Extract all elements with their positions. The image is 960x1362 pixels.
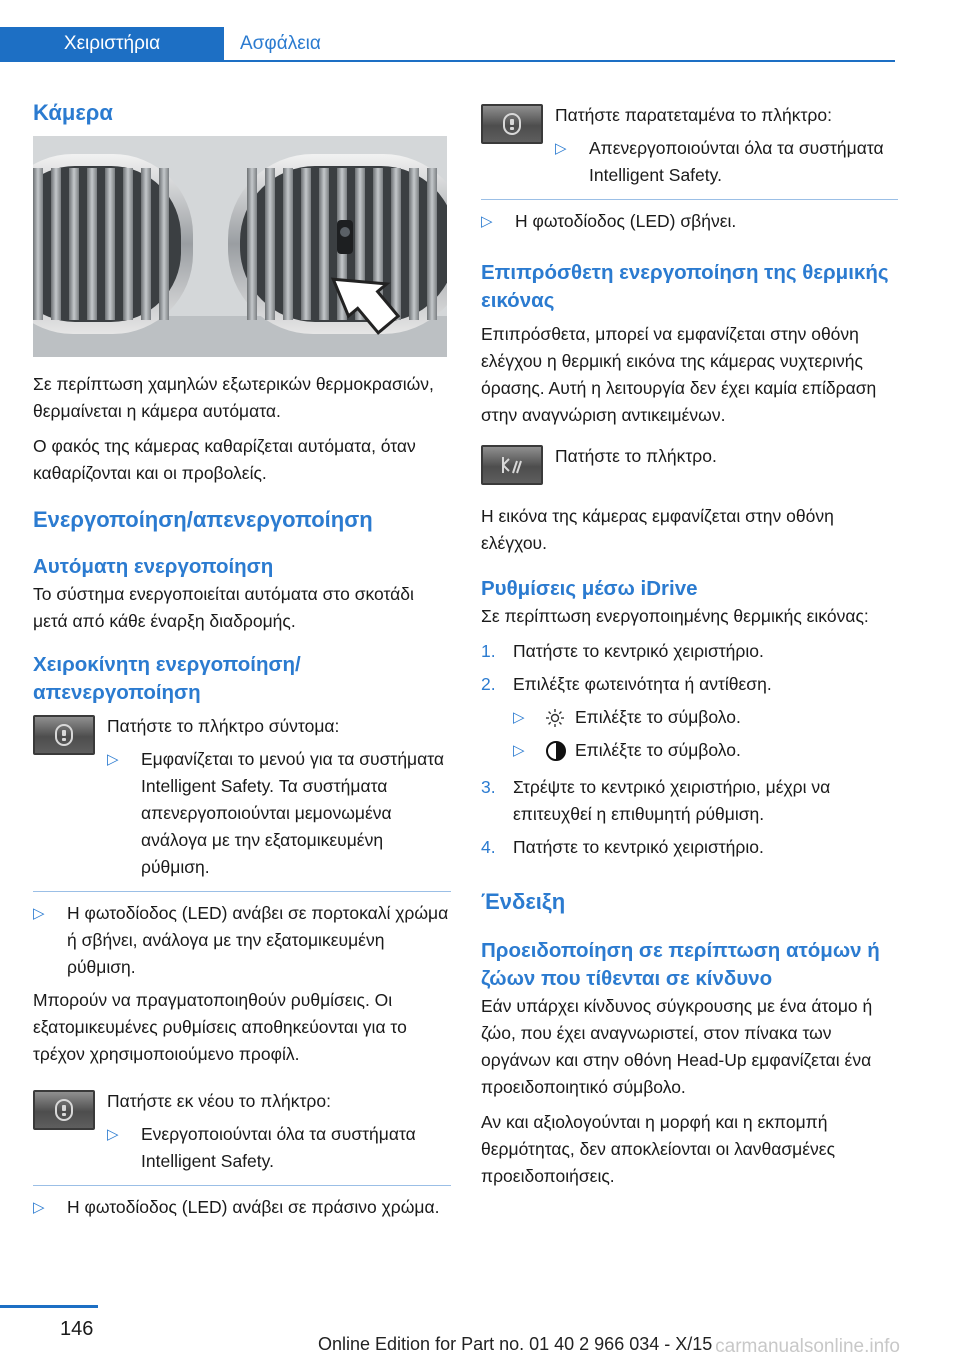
step-text: Στρέψτε το κεντρικό χειριστήριο, μέχρι να επιτευχθεί η επιθυμητή ρύθμιση.: [513, 777, 831, 824]
substep-text: Επιλέξτε το σύμβολο.: [575, 740, 741, 760]
edition-footer: Online Edition for Part no. 01 40 2 966 034 - X/15: [318, 1334, 713, 1354]
warning-text-1: Εάν υπάρχει κίνδυνος σύγκρουσης με ένα άτομο ή ζώο, που έχει αναγνωριστεί, στον πίνακα των οργάνων και στην οθόνη Head-Up εμφανίζεται ένα προειδοποιητικό σύμβολο.: [481, 996, 873, 1097]
substep-contrast: [513, 737, 898, 764]
press-long-text: Πατήστε παρατεταμένα το πλήκτρο:: [555, 105, 832, 125]
press-key-text: Πατήστε το πλήκτρο.: [555, 446, 717, 466]
header-tabs: [0, 0, 960, 62]
key-row-short: [33, 713, 451, 881]
auto-activation-heading: Αυτόματη ενεργοποίηση: [33, 555, 274, 578]
right-column: [481, 98, 898, 1198]
page-number-bar: [0, 1305, 98, 1308]
substep-brightness: [513, 704, 898, 731]
watermark: carmanualsonline.info: [715, 1336, 900, 1357]
brightness-icon: [545, 708, 575, 728]
step-2: [481, 671, 898, 698]
idrive-heading: Ρυθμίσεις μέσω iDrive: [481, 577, 698, 600]
step-number: 2.: [481, 674, 496, 694]
camera-grille-photo: [33, 136, 447, 357]
key-row-long: [481, 102, 898, 189]
triangle-bullet-icon: ▷: [513, 742, 525, 759]
step-number: 1.: [481, 641, 496, 661]
bullet-led-off: ▷ Η φωτοδίοδος (LED) σβήνει.: [481, 208, 898, 235]
press-again-text: Πατήστε εκ νέου το πλήκτρο:: [107, 1091, 331, 1111]
intelligent-safety-key-icon: [33, 715, 95, 755]
tab-controls[interactable]: Χειριστήρια: [0, 27, 224, 60]
camera-heading: Κάμερα: [33, 100, 113, 125]
auto-activation-text: Το σύστημα ενεργοποιείται αυτόματα στο σκοτάδι μετά από κάθε έναρξη διαδρομής.: [33, 584, 414, 631]
substep-text: Επιλέξτε το σύμβολο.: [575, 707, 741, 727]
intelligent-safety-key-icon: [481, 104, 543, 144]
bullet-all-off: ▷ Απενεργοποιούνται όλα τα συστήματα Intelligent Safety.: [555, 135, 898, 189]
separator: [33, 891, 451, 892]
separator: [33, 1185, 451, 1186]
idrive-text: Σε περίπτωση ενεργοποιημένης θερμικής εικόνας:: [481, 606, 869, 626]
step-text: Επιλέξτε φωτεινότητα ή αντίθεση.: [513, 674, 772, 694]
key-row-again: [33, 1088, 451, 1175]
display-heading: Ένδειξη: [481, 889, 566, 914]
intelligent-safety-key-icon: [33, 1090, 95, 1130]
separator: [481, 199, 898, 200]
bullet-led-green: ▷ Η φωτοδίοδος (LED) ανάβει σε πράσινο χρώμα.: [33, 1194, 451, 1221]
step-3: [481, 774, 898, 828]
activation-heading: Ενεργοποίηση/απενεργοποίηση: [33, 507, 373, 532]
page-number: 146: [60, 1318, 94, 1340]
kidney-grille-image: [33, 136, 447, 357]
header-divider: [0, 60, 895, 62]
step-4: [481, 834, 898, 861]
step-number: 4.: [481, 837, 496, 857]
step-text: Πατήστε το κεντρικό χειριστήριο.: [513, 837, 764, 857]
night-vision-key-icon: [481, 445, 543, 485]
contrast-icon: [545, 740, 575, 762]
warning-heading: Προειδοποίηση σε περίπτωση ατόμων ή ζώων που τίθενται σε κίνδυνο: [481, 939, 880, 990]
tab-safety[interactable]: Ασφάλεια: [240, 32, 321, 54]
thermal-text: Επιπρόσθετα, μπορεί να εμφανίζεται στην οθόνη ελέγχου η θερμική εικόνα της κάμερας νυχτερινής όρασης. Αυτή η λειτουργία δεν έχει καμία επίδραση στην αναγνώριση αντικειμένων.: [481, 324, 877, 425]
key-row-night-vision: [481, 443, 898, 485]
settings-text: Μπορούν να πραγματοποιηθούν ρυθμίσεις. Οι εξατομικευμένες ρυθμίσεις αποθηκεύονται για το τρέχον χρησιμοποιούμενο προφίλ.: [33, 990, 407, 1064]
bullet-all-on: ▷ Ενεργοποιούνται όλα τα συστήματα Intelligent Safety.: [107, 1121, 451, 1175]
step-number: 3.: [481, 777, 496, 797]
manual-activation-heading: Χειροκίνητη ενεργοποίηση/ απενεργοποίηση: [33, 653, 301, 704]
press-short-text: Πατήστε το πλήκτρο σύντομα:: [107, 716, 340, 736]
bullet-menu: ▷ Εμφανίζεται το μενού για τα συστήματα Intelligent Safety. Τα συστήματα απενεργοποιούνται μεμονωμένα ανάλογα με την εξατομικευμένη ρύθμιση.: [107, 746, 451, 881]
step-1: [481, 638, 898, 665]
bullet-led-orange: ▷ Η φωτοδίοδος (LED) ανάβει σε πορτοκαλί χρώμα ή σβήνει, ανάλογα με την εξατομικευμένη ρύθμιση.: [33, 900, 451, 981]
warning-text-2: Αν και αξιολογούνται η μορφή και η εκπομπή θερμότητας, δεν αποκλείονται οι λανθασμένες προειδοποιήσεις.: [481, 1112, 836, 1186]
triangle-bullet-icon: ▷: [513, 709, 525, 726]
thermal-heading: Επιπρόσθετη ενεργοποίηση της θερμικής εικόνας: [481, 261, 889, 312]
step-text: Πατήστε το κεντρικό χειριστήριο.: [513, 641, 764, 661]
camera-paragraph-1: Σε περίπτωση χαμηλών εξωτερικών θερμοκρασιών, θερμαίνεται η κάμερα αυτόματα.: [33, 374, 434, 421]
left-column: [33, 98, 451, 1221]
thermal-shown-text: Η εικόνα της κάμερας εμφανίζεται στην οθόνη ελέγχου.: [481, 506, 834, 553]
camera-paragraph-2: Ο φακός της κάμερας καθαρίζεται αυτόματα, όταν καθαρίζονται και οι προβολείς.: [33, 436, 416, 483]
